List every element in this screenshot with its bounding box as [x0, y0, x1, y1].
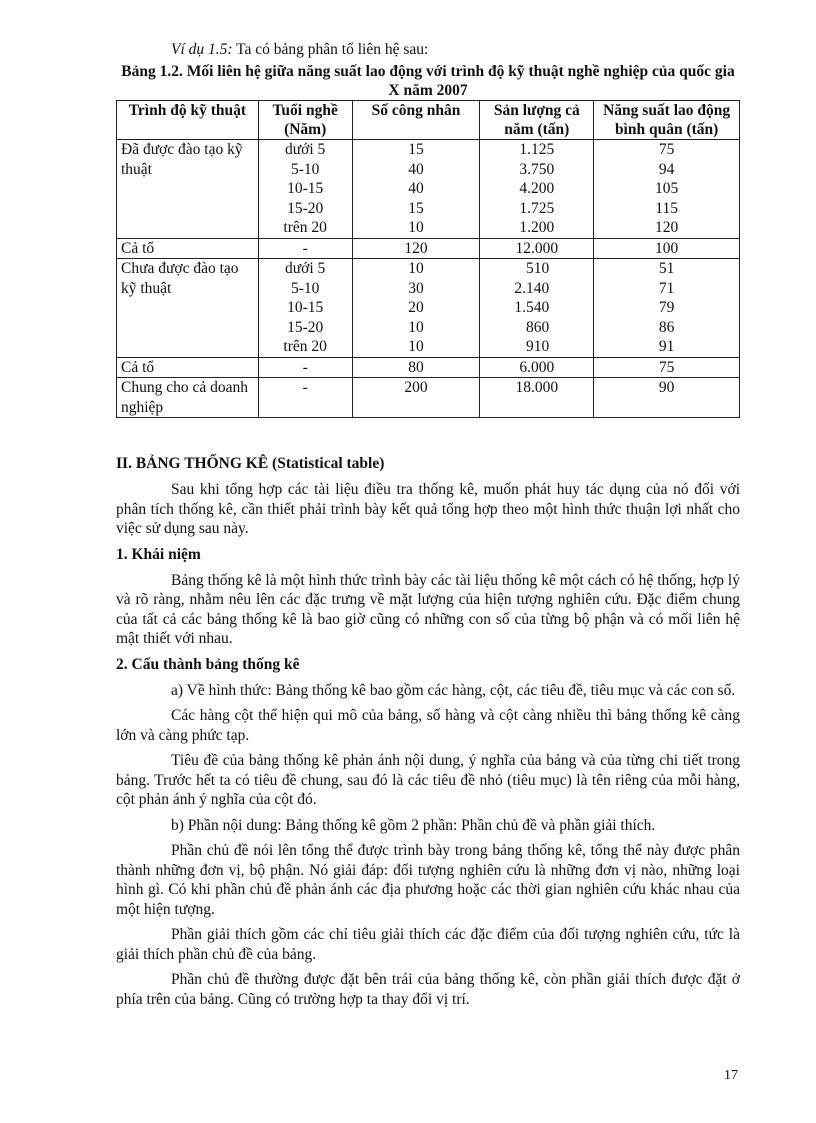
page-content [116, 40, 740, 1009]
example-label: Ví dụ 1.5: [171, 41, 233, 58]
total-productivity: 90 [594, 378, 740, 418]
subtotal-productivity: 75 [594, 357, 740, 378]
workers-value: 10 [408, 219, 424, 236]
header-cell: Tuổi nghề (Năm) [258, 101, 352, 140]
paragraph: Phần giải thích gồm các chỉ tiêu giải thích các đặc điểm của đối tượng nghiên cứu, tức là giải thích phần chủ đề của bảng. [116, 926, 740, 963]
output-value: 1.200 [519, 219, 555, 236]
productivity-value: 115 [655, 199, 678, 217]
output-value: 2.140 [514, 279, 550, 297]
header-cell: Năng suất lao động bình quân (tấn) [594, 101, 740, 140]
output-value: 860 [526, 318, 550, 336]
output-value: 4.200 [519, 180, 555, 197]
workers-value: 40 [408, 180, 424, 197]
paragraph: b) Phần nội dung: Bảng thống kê gồm 2 phần: Phần chủ đề và phần giải thích. [171, 816, 656, 834]
productivity-value: 79 [658, 299, 675, 316]
productivity-value: 71 [658, 279, 675, 297]
paragraph: Bảng thống kê là một hình thức trình bày các tài liệu thống kê một cách có hệ thống, hợp lý và rõ ràng, nhằm nêu lên các đặc trưng về mặt lượng của hiện tượng nghiên cứu. Đặc điểm chung của tất cả các bảng thống kê là bao giờ cũng có những con số của từng bộ phận và có mối liên hệ mật thiết với nhau. [116, 571, 740, 647]
output-value: 1.540 [514, 299, 550, 316]
workers-value: 10 [408, 260, 424, 277]
total-row [117, 378, 740, 418]
age-cell [258, 259, 352, 358]
productivity-cell [594, 140, 740, 239]
subtotal-age: - [258, 238, 352, 259]
workers-value: 15 [408, 199, 424, 217]
group-name: Đã được đào tạo kỹ thuật [117, 140, 259, 239]
total-output: 18.000 [480, 378, 594, 418]
age-value: trên 20 [283, 219, 327, 236]
total-label: Chung cho cả doanh nghiệp [117, 378, 259, 418]
workers-value: 30 [408, 279, 424, 297]
subtotal-row [117, 357, 740, 378]
age-value: dưới 5 [285, 260, 326, 277]
header-cell: Số công nhân [352, 101, 480, 140]
section-title: II. BẢNG THỐNG KÊ (Statistical table) [116, 455, 385, 472]
output-value: 1.725 [519, 199, 555, 217]
paragraph: Phần chủ đề nói lên tổng thể được trình bày trong bảng thống kê, tổng thể này được phân thành những đơn vị, bộ phận. Nó giải đáp: đối tượng nghiên cứu là những đơn vị nào, những loại hình gì. Có khi phần chủ đề phản ánh các địa phương hoặc các thời gian nghiên cứu khác nhau của một hiện tượng. [116, 842, 740, 918]
table-header-row [117, 101, 740, 140]
output-cell [480, 259, 594, 358]
subsection-title: 1. Khái niệm [116, 545, 201, 563]
productivity-value: 91 [658, 338, 675, 355]
paragraph: Phần chủ đề thường được đặt bên trái của bảng thống kê, còn phần giải thích được đặt ở phía trên của bảng. Cũng có trường hợp ta thay đổi vị trí. [116, 971, 740, 1008]
output-value: 510 [526, 260, 550, 277]
header-cell: Sản lượng cả năm (tấn) [480, 101, 594, 140]
workers-value: 10 [408, 318, 424, 336]
statistics-table [116, 100, 740, 418]
workers-value: 10 [408, 338, 424, 355]
subtotal-label: Cả tổ [117, 357, 259, 378]
table-row [117, 140, 740, 239]
productivity-value: 86 [658, 318, 675, 336]
example-line [171, 40, 740, 60]
table-title: Bảng 1.2. Mối liên hệ giữa năng suất lao động với trình độ kỹ thuật nghề nghiệp của quốc gia X năm 2007 [121, 63, 735, 99]
age-value: dưới 5 [285, 141, 326, 158]
age-value: trên 20 [283, 338, 327, 355]
workers-value: 20 [408, 299, 424, 316]
output-value: 1.125 [519, 141, 555, 158]
subtotal-output: 12.000 [480, 238, 594, 259]
group-name: Chưa được đào tạo kỹ thuật [117, 259, 259, 358]
subtotal-age: - [258, 357, 352, 378]
age-value: 10-15 [287, 299, 324, 316]
header-cell: Trình độ kỹ thuật [117, 101, 259, 140]
workers-cell [352, 259, 480, 358]
table-row [117, 259, 740, 358]
subsection-title: 2. Cấu thành bảng thống kê [116, 655, 300, 673]
age-value: 5-10 [290, 160, 320, 178]
productivity-value: 105 [655, 180, 679, 197]
productivity-value: 94 [658, 160, 675, 178]
subtotal-workers: 120 [352, 238, 480, 259]
paragraph: Tiêu đề của bảng thống kê phản ánh nội dung, ý nghĩa của bảng và của từng chi tiết trong bảng. Trước hết ta có tiêu đề chung, sau đó là các tiêu đề nhỏ (tiêu mục) là tên riêng của mỗi hàng, cột phản ánh ý nghĩa của cột đó. [116, 752, 740, 808]
paragraph: Sau khi tổng hợp các tài liệu điều tra thống kê, muốn phát huy tác dụng của nó đối với phân tích thống kê, cần thiết phải trình bày kết quả tổng hợp theo một hình thức thuận lợi nhất cho việc sử dụng sau này. [116, 481, 740, 537]
subtotal-row [117, 238, 740, 259]
age-value: 15-20 [287, 318, 324, 336]
productivity-cell [594, 259, 740, 358]
page-number: 17 [724, 1068, 738, 1083]
productivity-value: 75 [658, 141, 675, 158]
workers-value: 15 [408, 141, 424, 158]
productivity-value: 120 [655, 219, 679, 236]
age-value: 10-15 [287, 180, 324, 197]
age-cell [258, 140, 352, 239]
workers-cell [352, 140, 480, 239]
total-workers: 200 [352, 378, 480, 418]
paragraph: Các hàng cột thể hiện qui mô của bảng, số hàng và cột càng nhiều thì bảng thống kê càng lớn và càng phức tạp. [116, 707, 740, 744]
productivity-value: 51 [658, 260, 675, 277]
output-cell [480, 140, 594, 239]
workers-value: 40 [408, 160, 424, 178]
age-value: 15-20 [287, 199, 324, 217]
example-text: Ta có bảng phân tổ liên hệ sau: [232, 41, 429, 58]
paragraph: a) Về hình thức: Bảng thống kê bao gồm các hàng, cột, các tiêu đề, tiêu mục và các con số. [171, 681, 736, 699]
total-age: - [258, 378, 352, 418]
age-value: 5-10 [290, 279, 320, 297]
output-value: 910 [526, 338, 550, 355]
subtotal-label: Cả tổ [117, 238, 259, 259]
subtotal-productivity: 100 [594, 238, 740, 259]
subtotal-output: 6.000 [480, 357, 594, 378]
output-value: 3.750 [519, 160, 555, 178]
subtotal-workers: 80 [352, 357, 480, 378]
